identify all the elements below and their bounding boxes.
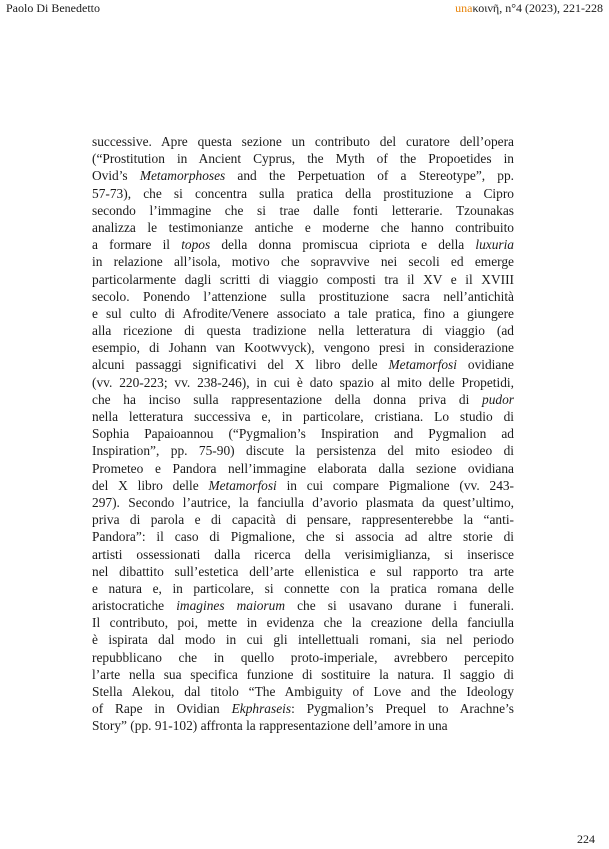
text-line <box>92 563 514 580</box>
running-header-author: Paolo Di Benedetto <box>6 1 100 15</box>
text-run: della donna promiscua cipriota e della <box>210 237 476 253</box>
text-run: Il contributo, poi, mette in evidenza che la creazione della fanciulla <box>92 615 514 631</box>
text-run: 57-73), che si concentra sulla pratica della prostituzione a Cipro <box>92 185 514 201</box>
text-line <box>92 356 514 373</box>
text-run: ovidiane <box>456 357 514 373</box>
italic-term: luxuria <box>475 237 514 253</box>
italic-term: Metamorfosi <box>208 477 277 493</box>
italic-term: imagines maiorum <box>176 598 285 614</box>
text-run: nella letteratura successiva e, in particolare, cristiana. Lo studio di <box>92 409 514 424</box>
text-line <box>92 683 514 700</box>
text-run: analizza le testimonianze antiche e moderne che hanno contribuito <box>92 219 514 235</box>
text-line <box>92 614 514 631</box>
text-run: l’arte nella sua specifica funzione di sostituire la natura. Il saggio di <box>92 666 514 682</box>
text-line <box>92 271 514 288</box>
text-run: particolarmente dagli scritti di viaggio composti tra il XV e il XVIII <box>92 271 514 287</box>
text-run: (vv. 220-223; vv. 238-246), in cui è dato spazio al mito delle Propetidi, <box>92 374 514 390</box>
text-line <box>92 202 514 219</box>
text-line <box>92 460 514 477</box>
text-run: è ispirata dal modo in cui gli intellettuali romani, sia nel periodo <box>92 632 514 648</box>
text-line <box>92 133 514 150</box>
text-line <box>92 511 514 528</box>
text-run: aristocratiche <box>92 598 177 614</box>
text-line <box>92 597 514 614</box>
text-line <box>92 649 514 666</box>
text-run: e natura e, in particolare, si connette con la pratica romana delle <box>92 580 514 596</box>
text-line <box>92 494 514 511</box>
text-run: Pandora”: il caso di Pigmalione, che si associa ad altre storie di <box>92 529 514 545</box>
text-line <box>92 374 514 391</box>
text-line <box>92 425 514 442</box>
text-line <box>92 442 514 459</box>
text-run: esempio, di Johann van Kootwvyck), vengono presi in considerazione <box>92 340 514 356</box>
text-run: Sophia Papaioannou (“Pygmalion’s Inspiration and Pygmalion ad <box>92 426 514 442</box>
text-run: Story” (pp. 91-102) affronta la rappresentazione dell’amore in una <box>92 718 448 734</box>
text-line <box>92 167 514 184</box>
text-run: of Rape in Ovidian <box>92 701 232 717</box>
text-line <box>92 391 514 408</box>
text-run: alla ricezione di questa tradizione nella letteratura di viaggio (ad <box>92 323 514 339</box>
text-line <box>92 150 514 167</box>
text-run: nel dibattito sull’estetica dell’arte ellenistica e sul rapporto tra arte <box>92 563 514 579</box>
text-line <box>92 546 514 563</box>
italic-term: pudor <box>482 391 514 407</box>
text-line <box>92 580 514 597</box>
text-run: alcuni passaggi significativi del X libro delle <box>92 357 389 373</box>
italic-term: Metamorfosi <box>388 357 457 373</box>
text-run: in relazione all’isola, motivo che sopravvive nei secoli ed emerge <box>92 254 514 270</box>
text-run: 297). Secondo l’autrice, la fanciulla d’avorio plasmata da quest’ultimo, <box>92 494 514 510</box>
text-run: priva di parola e di capacità di pensare, rappresenterebbe la “anti- <box>92 512 514 528</box>
journal-brand-una: una <box>455 1 473 15</box>
text-run: successive. Apre questa sezione un contributo del curatore dell’opera <box>92 134 514 149</box>
text-run: in cui compare Pigmalione (vv. 243- <box>276 477 515 493</box>
text-run: secondo l’immagine che si trae dalle fonti letterarie. Tzounakas <box>92 202 514 218</box>
text-run: Ovid’s <box>92 168 140 184</box>
running-header-citation <box>455 1 603 15</box>
text-line <box>92 666 514 683</box>
text-run: : Pygmalion’s Prequel to Arachne’s <box>291 701 514 717</box>
text-line <box>92 185 514 202</box>
text-run: (“Prostitution in Ancient Cyprus, the Myth of the Propoetides in <box>92 151 514 167</box>
text-line <box>92 322 514 339</box>
text-run: che ha inciso sulla rappresentazione della donna priva di <box>92 391 482 407</box>
text-run: Prometeo e Pandora nell’immagine elaborata dalla sezione ovidiana <box>92 460 514 476</box>
text-run: e sul culto di Afrodite/Venere associato a tale pratica, fino a giungere <box>92 305 514 321</box>
text-line <box>92 528 514 545</box>
page-number: 224 <box>577 832 595 846</box>
italic-term: topos <box>181 237 211 253</box>
text-run: Stella Alekou, dal titolo “The Ambiguity of Love and the Ideology <box>92 684 514 699</box>
text-run: Inspiration”, pp. 75-90) discute la persistenza del mito esiodeo di <box>92 443 514 459</box>
text-run: che si usavano durane i funerali. <box>285 598 514 614</box>
journal-issue-pages: , n°4 (2023), 221-228 <box>499 1 603 15</box>
text-line <box>92 219 514 236</box>
text-line <box>92 717 514 734</box>
journal-brand-koine: κοινῆ <box>472 1 500 15</box>
text-line <box>92 700 514 717</box>
text-line <box>92 631 514 648</box>
text-run: a formare il <box>92 237 182 253</box>
text-run: and the Perpetuation of a Stereotype”, pp. <box>225 168 515 184</box>
text-line <box>92 236 514 253</box>
text-run: del X libro delle <box>92 477 209 493</box>
text-line <box>92 339 514 356</box>
text-line <box>92 305 514 322</box>
text-line <box>92 288 514 305</box>
text-line <box>92 477 514 494</box>
text-line <box>92 408 514 425</box>
text-line <box>92 253 514 270</box>
text-run: secolo. Ponendo l’attenzione sulla prostituzione sacra nell’antichità <box>92 288 514 304</box>
text-run: repubblicano che in quello proto-imperiale, avrebbero percepito <box>92 649 514 665</box>
text-run: artisti ossessionati dalla ricerca della verisimiglianza, si inserisce <box>92 546 514 562</box>
italic-term: Ekphraseis <box>231 701 292 717</box>
italic-term: Metamorphoses <box>139 168 226 184</box>
body-paragraph <box>92 133 514 735</box>
